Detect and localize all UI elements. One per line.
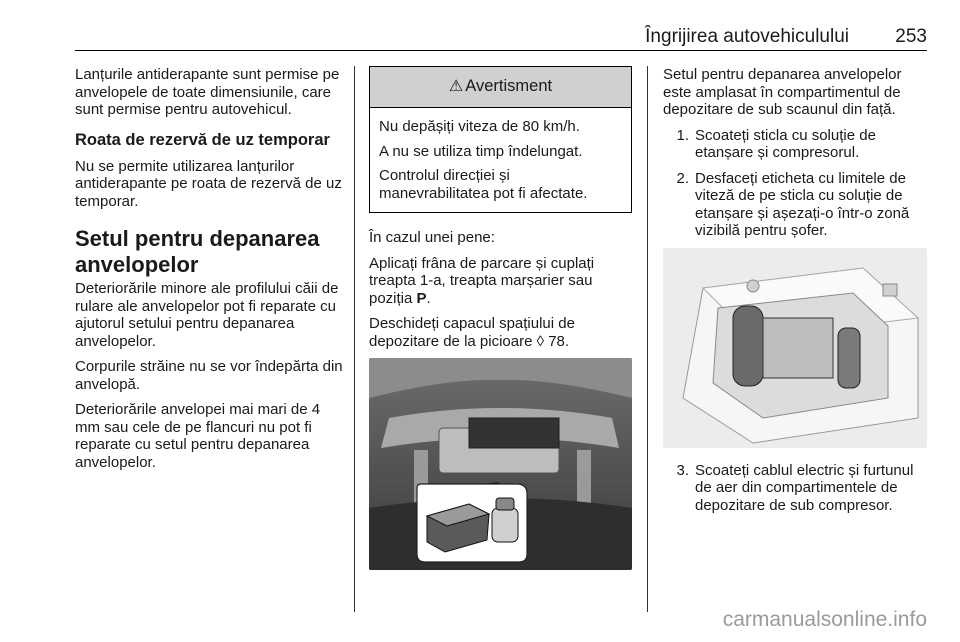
section-title: Îngrijirea autovehiculului <box>645 26 849 47</box>
warning-triangle-icon: ⚠ <box>448 78 464 96</box>
column-divider <box>647 66 648 612</box>
repair-kit-paragraph: Deteriorările minore ale profilului căii de rulare ale anvelopelor pot fi reparate cu ajutorul setului pentru depanarea anvelopelor. <box>75 280 339 350</box>
step-number: 3. <box>676 461 689 479</box>
step-item <box>663 462 927 515</box>
damage-limit-paragraph: Deteriorările anvelopei mai mari de 4 mm sau cele de pe flancuri nu pot fi reparate cu setul pentru depanarea anvelopelor. <box>75 401 321 471</box>
repair-kit-heading: Setul pentru depanarea anvelopelor <box>75 226 320 277</box>
step-item <box>663 127 927 162</box>
step-number: 2. <box>676 169 689 187</box>
column-middle <box>369 66 632 584</box>
warning-title: Avertisment <box>465 77 553 96</box>
storage-cover-paragraph <box>369 315 632 350</box>
header-rule <box>75 50 927 51</box>
snow-chains-paragraph: Lanțurile antiderapante sunt permise pe anvelopele de toate dimensiunile, care sunt permise pentru autovehicul. <box>75 66 340 118</box>
column-left <box>75 66 343 479</box>
brake-text: Aplicați frâna de parcare și cuplați treapta 1-a, treapta marșarier sau poziția <box>369 254 595 307</box>
spare-wheel-heading: Roata de rezervă de uz temporar <box>75 130 330 149</box>
puncture-intro: În cazul unei pene: <box>369 229 495 246</box>
parking-brake-paragraph <box>369 255 632 308</box>
page-number: 253 <box>895 26 927 47</box>
step-text: Scoateți sticla cu soluție de etanșare și compresorul. <box>695 126 876 161</box>
gear-position: P <box>416 289 427 307</box>
compressor-kit-illustration <box>663 248 927 448</box>
steps-list-continued <box>663 462 927 515</box>
warning-header <box>370 67 631 108</box>
step-item <box>663 170 927 240</box>
warning-box <box>369 66 632 213</box>
page-reference-icon: ◊ <box>536 332 545 350</box>
warning-line: Controlul direcției și manevrabilitatea pot fi afectate. <box>379 167 588 202</box>
steps-list <box>663 127 927 240</box>
column-divider <box>354 66 355 612</box>
cover-text: Deschideți capacul spațiului de depozitare de la picioare <box>369 315 575 350</box>
warning-line: Nu depășiți viteza de 80 km/h. <box>379 118 580 135</box>
storage-compartment-illustration <box>369 358 632 570</box>
step-text: Scoateți cablul electric și furtunul de aer din compartimentele de depozitare de sub compresor. <box>695 461 914 514</box>
page-header <box>75 0 927 48</box>
foreign-bodies-paragraph: Corpurile străine nu se vor îndepărta din anvelopă. <box>75 358 343 393</box>
warning-body <box>370 108 631 212</box>
kit-location-paragraph: Setul pentru depanarea anvelopelor este amplasat în compartimentul de depozitare de sub scaunul din față. <box>663 66 902 118</box>
step-text: Desfaceți eticheta cu limitele de viteză de pe sticla cu soluție de etanșare și așezați-o într-o zonă vizibilă pentru șofer. <box>695 169 910 239</box>
warning-line: A nu se utiliza timp îndelungat. <box>379 142 583 160</box>
step-number: 1. <box>676 126 689 144</box>
watermark: carmanualsonline.info <box>722 608 927 631</box>
column-right <box>663 66 927 522</box>
page-reference-number: 78. <box>544 332 570 350</box>
brake-text-end: . <box>426 289 431 307</box>
spare-wheel-paragraph: Nu se permite utilizarea lanțurilor antiderapante pe roata de rezervă de uz temporar. <box>75 157 342 210</box>
